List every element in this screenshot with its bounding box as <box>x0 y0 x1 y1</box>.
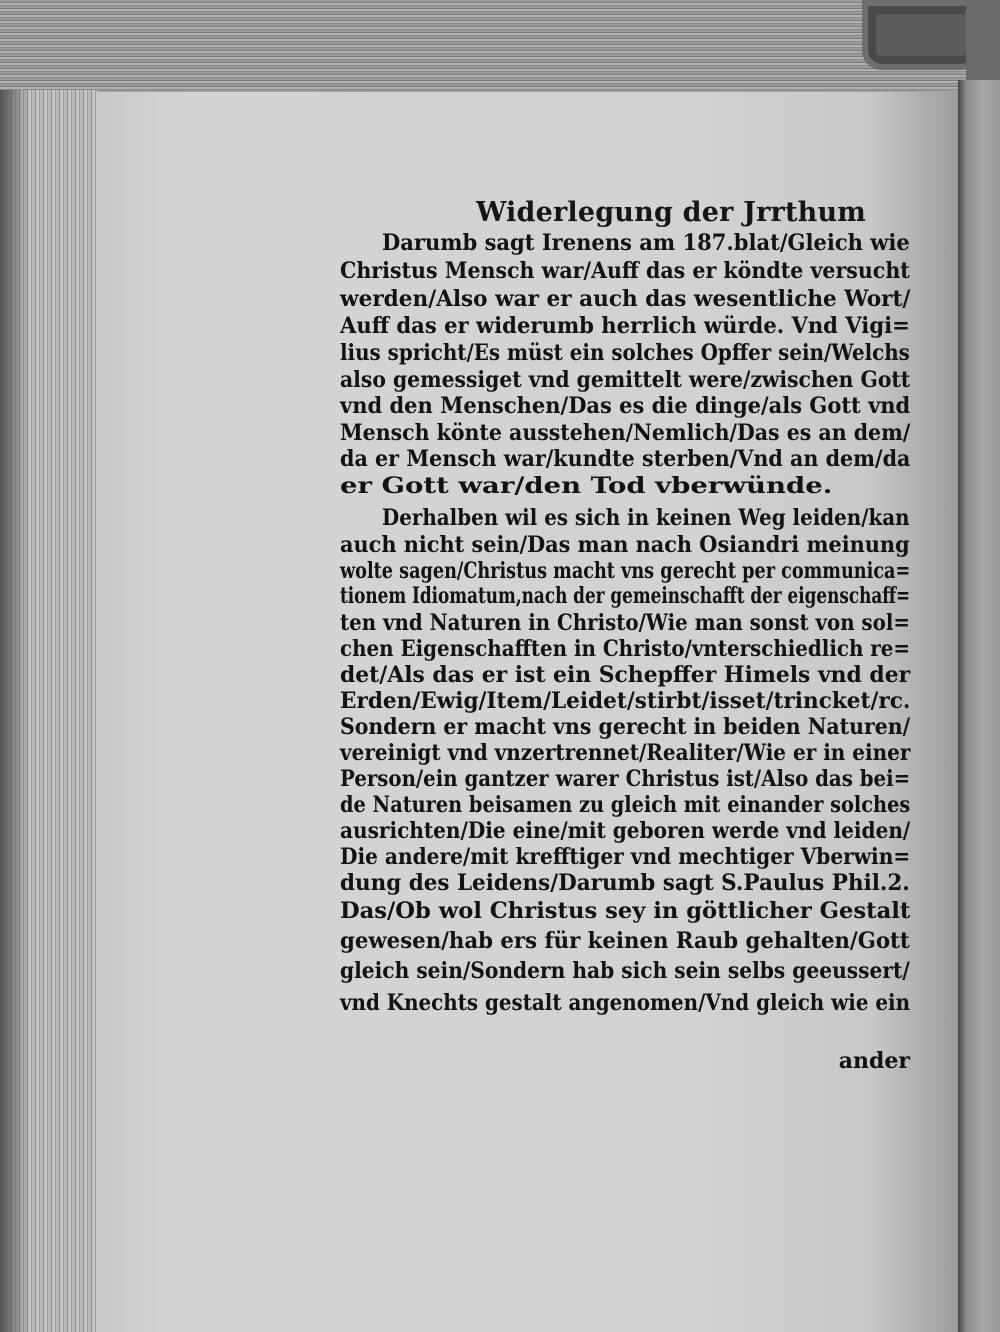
book-top-edge <box>0 0 980 99</box>
text-line: vnd den Menschen/Das es die dinge/als Gott vnd <box>340 393 911 419</box>
text-line: ten vnd Naturen in Christo/Wie man sonst von sol= <box>340 610 910 636</box>
book-cover-corner <box>966 0 1000 90</box>
page-title: Widerlegung der Jrrthum <box>476 197 867 228</box>
text-line: chen Eigenschafften in Christo/vnterschiedlich re= <box>340 636 911 662</box>
text-line: tionem Idiomatum,nach der gemeinschafft der eigenschaff= <box>340 583 911 609</box>
text-line: dung des Leidens/Darumb sagt S.Paulus Phil.2. <box>340 870 910 896</box>
text-line: gewesen/hab ers für keinen Raub gehalten/Gott <box>340 928 910 954</box>
text-line: det/Als das er ist ein Schepffer Himels vnd der <box>340 662 911 688</box>
text-line: gleich sein/Sondern hab sich sein selbs geeussert/ <box>340 958 910 984</box>
text-line: ausrichten/Die eine/mit geboren werde vnd leiden/ <box>340 818 911 844</box>
text-line: Die andere/mit krefftiger vnd mechtiger Vberwin= <box>340 844 911 870</box>
facing-page-edge <box>958 80 1000 1332</box>
text-line: Mensch könte ausstehen/Nemlich/Das es an dem/ <box>340 420 911 446</box>
text-line: Person/ein gantzer warer Christus ist/Also das bei= <box>340 766 911 792</box>
text-line: wolte sagen/Christus macht vns gerecht per communica= <box>340 558 911 584</box>
book-clasp <box>862 0 980 70</box>
text-line: also gemessiget vnd gemittelt were/zwischen Gott <box>340 367 911 393</box>
text-line: Sondern er macht vns gerecht in beiden Naturen/ <box>340 714 911 740</box>
catchword: ander <box>838 1048 910 1074</box>
text-line: da er Mensch war/kundte sterben/Vnd an dem/da <box>340 446 911 472</box>
text-line: er Gott war/den Tod vberwünde. <box>340 473 833 499</box>
fore-edge-shadow <box>0 90 30 1332</box>
text-line: Auff das er widerumb herrlich würde. Vnd Vigi= <box>340 313 910 339</box>
text-line: vereinigt vnd vnzertrennet/Realiter/Wie er in einer <box>340 740 911 766</box>
text-line: Das/Ob wol Christus sey in göttlicher Gestalt <box>340 898 911 924</box>
text-line: Darumb sagt Irenens am 187.blat/Gleich wie <box>382 230 910 256</box>
text-line: Erden/Ewig/Item/Leidet/stirbt/isset/trincket/rc. <box>340 688 911 714</box>
text-line: auch nicht sein/Das man nach Osiandri meinung <box>340 532 910 558</box>
text-line: vnd Knechts gestalt angenomen/Vnd gleich wie ein <box>340 990 911 1016</box>
text-line: werden/Also war er auch das wesentliche Wort/ <box>340 286 911 312</box>
text-line: de Naturen beisamen zu gleich mit einander solches <box>340 792 911 818</box>
text-line: Christus Mensch war/Auff das er köndte versucht <box>340 258 910 284</box>
text-line: lius spricht/Es müst ein solches Opffer sein/Welchs <box>340 340 910 366</box>
text-line: Derhalben wil es sich in keinen Weg leiden/kan <box>382 505 910 531</box>
